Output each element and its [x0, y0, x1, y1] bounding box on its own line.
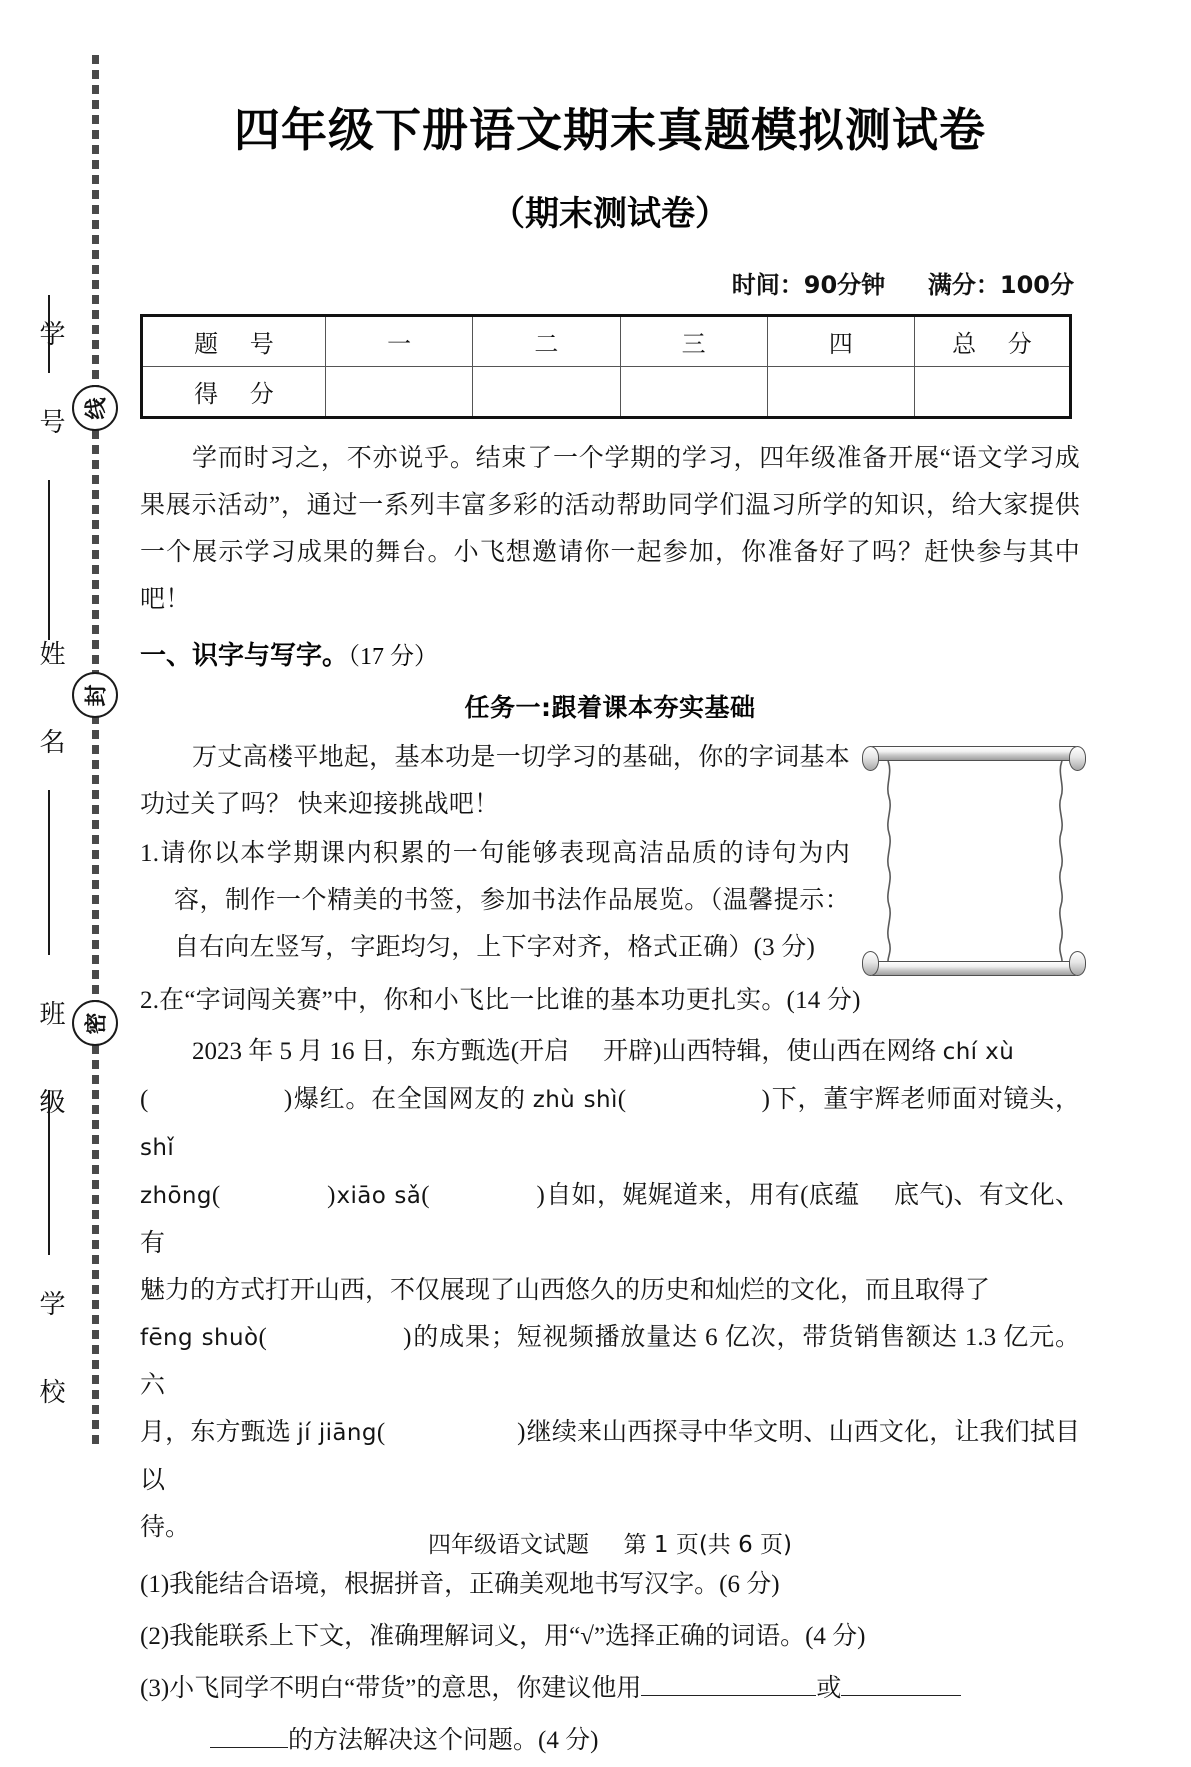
score-cell-4[interactable]	[767, 367, 914, 418]
seal-field-name: 姓 名	[35, 640, 65, 770]
seal-field-school: 学 校	[35, 1290, 65, 1420]
pinyin-zhu-shi: zhù shì	[532, 1087, 618, 1113]
score-table-row-label: 得 分	[142, 367, 326, 418]
pinyin-xiao-sa: xiāo sǎ	[336, 1183, 422, 1209]
question-1	[140, 830, 850, 971]
task-one-text-column	[140, 734, 850, 971]
scroll-paper-edges	[884, 761, 1066, 961]
exam-time-limit: 时间：90分钟	[731, 271, 886, 299]
passage-block	[140, 1028, 1080, 1551]
passage-line3-b: 底气)、有文化、有	[140, 1182, 1081, 1257]
passage-line-4: 魅力的方式打开山西，不仅展现了山西悠久的历史和灿烂的文化，而且取得了	[140, 1277, 991, 1304]
scroll-rod-bottom	[870, 961, 1078, 976]
answer-blank-paren[interactable]: ( )	[376, 1419, 527, 1446]
score-cell-1[interactable]	[326, 367, 473, 418]
question-2	[140, 977, 1106, 1024]
answer-blank-paren[interactable]: ( )	[211, 1182, 337, 1209]
task-heading: 任务一:跟着课本夯实基础	[464, 693, 756, 722]
section-heading-text: 一、识字与写字。	[140, 641, 349, 671]
pinyin-feng-shuo: fēng shuò	[140, 1325, 259, 1351]
pinyin-shi: shǐ	[140, 1135, 175, 1161]
score-cell-2[interactable]	[473, 367, 620, 418]
seal-divider-rule	[48, 480, 50, 640]
seal-mark-xian	[72, 385, 118, 431]
seal-divider-rule	[48, 790, 50, 955]
question-2-text: 在“字词闯关赛”中，你和小飞比一比谁的基本功更扎实。(14 分)	[159, 987, 861, 1014]
passage-line1-b: 开辟)山西特辑，使山西在网络	[603, 1038, 943, 1065]
exam-total-score: 满分：100分	[927, 271, 1074, 299]
subquestion-3-text-a: 小飞同学不明白“带货”的意思，你建议他用	[169, 1675, 642, 1702]
question-2-number: 2.	[140, 987, 160, 1014]
seal-mark-mi	[72, 1000, 118, 1046]
page-footer	[140, 1526, 1080, 1559]
subquestion-2-label: (2)	[140, 1623, 170, 1650]
seal-field-class: 班 级	[35, 1000, 65, 1130]
seal-mark-label: 线	[84, 396, 110, 420]
answer-blank-line[interactable]	[210, 1747, 288, 1748]
score-table-row-label: 题 号	[142, 316, 326, 367]
score-table-col-4: 四	[767, 316, 914, 367]
subquestion-2-text: 我能联系上下文，准确理解词义，用“√”选择正确的词语。(4 分)	[169, 1623, 866, 1650]
exam-page-body	[140, 0, 1080, 1767]
task-one-block	[140, 734, 1080, 971]
score-table-col-1: 一	[326, 316, 473, 367]
question-1-text: 请你以本学期课内积累的一句能够表现高洁品质的诗句为内容，制作一个精美的书签，参加书法作品展览。（温馨提示：自右向左竖写，字距均匀，上下字对齐，格式正确）(3 分)	[159, 840, 850, 961]
subquestion-1-text: 我能结合语境，根据拼音，正确美观地书写汉字。(6 分)	[169, 1571, 780, 1598]
blank-scroll-bookmark-icon	[870, 742, 1080, 980]
passage-line-5	[140, 1314, 1080, 1409]
scroll-rod-top	[870, 746, 1078, 761]
passage-line6-b: 继续来山西探寻中华文明、山西文化，让我们拭目以	[140, 1419, 1080, 1494]
section-heading-points: （17 分）	[348, 644, 439, 670]
answer-blank-line[interactable]	[841, 1695, 961, 1696]
footer-page-number: 第 1 页(共 6 页)	[623, 1532, 793, 1558]
scroll-knob-top-left	[862, 746, 879, 771]
scroll-knob-top-right	[1069, 746, 1086, 771]
passage-line-3	[140, 1172, 1080, 1267]
seal-mark-label: 封	[84, 683, 110, 707]
page-subtitle: （期末测试卷）	[491, 194, 729, 234]
answer-blank-line[interactable]	[641, 1695, 816, 1696]
subquestion-3-label: (3)	[140, 1675, 170, 1702]
subquestion-3	[140, 1663, 1080, 1715]
exam-meta-line	[140, 265, 1080, 300]
subquestion-1	[140, 1559, 1080, 1611]
scroll-knob-bottom-right	[1069, 951, 1086, 976]
answer-blank-paren[interactable]: ( )	[421, 1182, 546, 1209]
passage-line-7: 待。	[140, 1514, 191, 1541]
passage-line2-b: 下，董宇辉老师面对镜头，	[770, 1086, 1080, 1113]
passage-line3-a: 自如，娓娓道来，用有(底蕴	[545, 1182, 860, 1209]
pinyin-zhong: zhōng	[140, 1183, 212, 1209]
subquestion-3-text-c: 的方法解决这个问题。(4 分)	[288, 1727, 599, 1754]
answer-blank-paren[interactable]: ( )	[258, 1324, 413, 1351]
score-table-col-3: 三	[620, 316, 767, 367]
section-heading	[140, 635, 1080, 672]
seal-mark-label: 密	[84, 1011, 110, 1035]
score-table-col-total: 总 分	[915, 316, 1071, 367]
passage-line6-a: 月，东方甄选	[140, 1419, 298, 1446]
subquestion-2	[140, 1611, 1080, 1663]
answer-blank-paren[interactable]: ( )	[140, 1086, 294, 1113]
seal-dashed-line	[92, 55, 99, 1450]
intro-paragraph: 学而时习之，不亦说乎。结束了一个学期的学习，四年级准备开展“语文学习成果展示活动”，通过一系列丰富多彩的活动帮助同学们温习所学的知识，给大家提供一个展示学习成果的舞台。小飞想邀请你一起参加，你准备好了吗？赶快参与其中吧！	[140, 445, 1080, 613]
score-cell-total[interactable]	[915, 367, 1071, 418]
pinyin-chi-xu: chí xù	[942, 1039, 1015, 1065]
question-1-number: 1.	[140, 840, 160, 867]
page-title: 四年级下册语文期末真题模拟测试卷	[234, 103, 986, 157]
scroll-paper-area[interactable]	[884, 761, 1066, 961]
subquestion-3-text-b: 或	[816, 1675, 842, 1702]
score-table-col-2: 二	[473, 316, 620, 367]
score-table	[140, 314, 1072, 419]
passage-line5-a: 的成果；短视频播放量达 6 亿次，带货销售额达 1.3 亿元。 六	[140, 1324, 1080, 1399]
passage-line-2	[140, 1076, 1080, 1172]
subquestion-3-continuation	[140, 1715, 1080, 1767]
seal-sidebar	[0, 0, 130, 1684]
seal-field-student-id: 学 号	[35, 320, 65, 450]
answer-blank-paren[interactable]: ( )	[617, 1086, 771, 1113]
subquestion-1-label: (1)	[140, 1571, 170, 1598]
passage-line-1	[140, 1028, 1080, 1076]
subquestion-block	[140, 1559, 1080, 1767]
score-cell-3[interactable]	[620, 367, 767, 418]
table-row-scores	[142, 367, 1071, 418]
passage-line-6	[140, 1409, 1080, 1504]
passage-line2-a: 爆红。在全国网友的	[293, 1086, 533, 1113]
footer-subject: 四年级语文试题	[427, 1532, 589, 1558]
table-row-question-numbers	[142, 316, 1071, 367]
seal-mark-feng	[72, 672, 118, 718]
task-intro-paragraph: 万丈高楼平地起，基本功是一切学习的基础，你的字词基本功过关了吗？ 快来迎接挑战吧！	[140, 744, 850, 818]
scroll-knob-bottom-left	[862, 951, 879, 976]
passage-line1-a: 2023 年 5 月 16 日，东方甄选(开启	[192, 1038, 570, 1065]
pinyin-ji-jiang: jí jiāng	[297, 1420, 377, 1446]
